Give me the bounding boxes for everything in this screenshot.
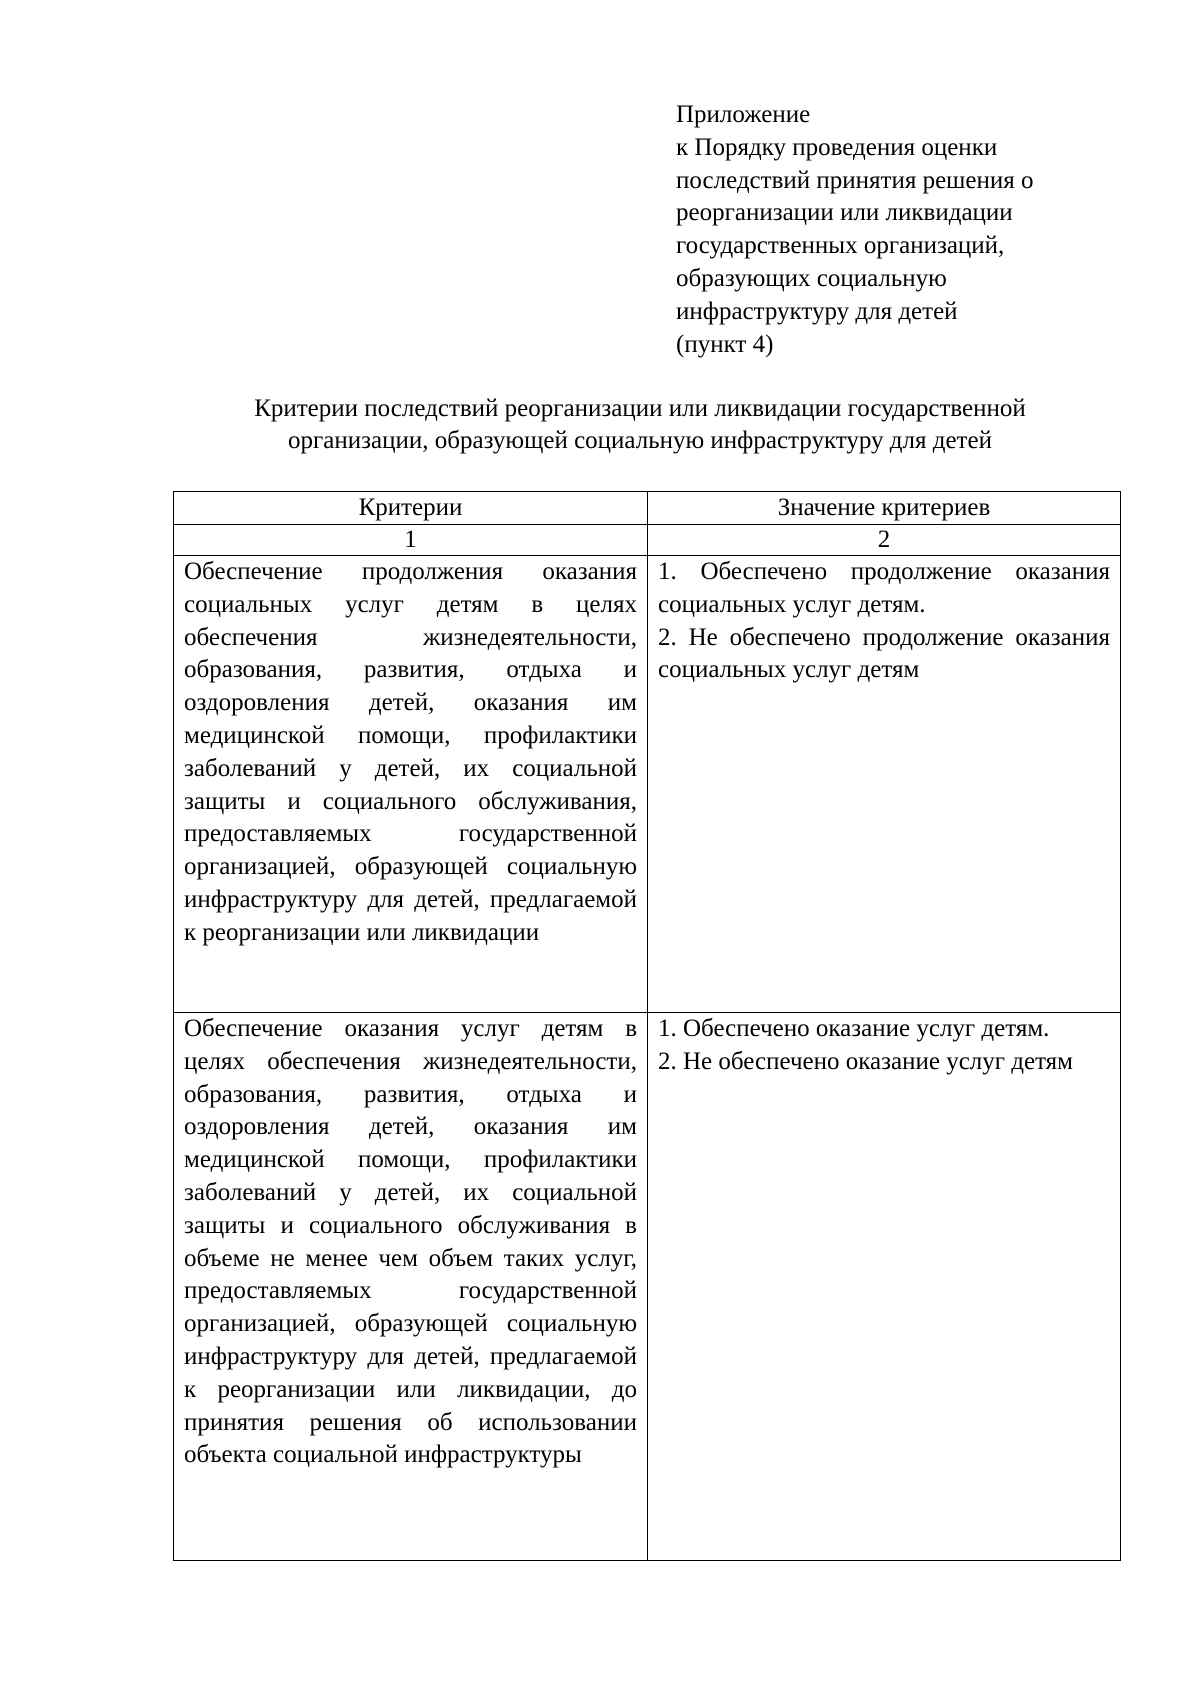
criterion-cell: Обеспечение продолжения оказания социальных услуг детям в целях обеспечения жизнедеятельности, образования, развития, отдыха и оздоровления детей, оказания им медицинской помощи, профилактики заболеваний у детей, их социальной защиты и социального обслуживания, предоставляемых государственной организацией, образующей социальную инфраструктуру для детей, предлагаемой к реорганизации или ликвидации (174, 556, 648, 1013)
table-header-row (174, 492, 1121, 525)
table-row (174, 556, 1121, 1013)
appendix-line: реорганизации или ликвидации (676, 199, 1013, 227)
criterion-value-item: 2. Не обеспечено продолжение оказания социальных услуг детям (658, 623, 1110, 684)
column-number: 2 (648, 525, 1121, 556)
header-criteria-values: Значение критериев (648, 492, 1121, 525)
title-line-1: Критерии последствий реорганизации или ликвидации государственной (254, 395, 1026, 422)
criterion-cell: Обеспечение оказания услуг детям в целях обеспечения жизнедеятельности, образования, развития, отдыха и оздоровления детей, оказания им медицинской помощи, профилактики заболеваний у детей, их социальной защиты и социального обслуживания в объеме не менее чем объем таких услуг, предоставляемых государственной организацией, образующей социальную инфраструктуру для детей, предлагаемой к реорганизации или ликвидации, до принятия решения об использовании объекта социальной инфраструктуры (174, 1013, 648, 1561)
criterion-value-item: 1. Обеспечено продолжение оказания социальных услуг детям. (658, 558, 1110, 618)
appendix-line: последствий принятия решения о (676, 166, 1034, 194)
criterion-values-cell (648, 1013, 1121, 1561)
column-number: 1 (174, 525, 648, 556)
appendix-line: государственных организаций, (676, 232, 1005, 260)
criterion-value-item: 2. Не обеспечено оказание услуг детям (658, 1047, 1074, 1075)
appendix-line: (пункт 4) (676, 330, 774, 358)
appendix-line: Приложение (676, 101, 811, 128)
appendix-line: к Порядку проведения оценки (676, 133, 998, 161)
appendix-line: образующих социальную (676, 264, 947, 292)
criterion-values-cell (648, 556, 1121, 1013)
header-criteria: Критерии (174, 492, 648, 525)
appendix-line: инфраструктуру для детей (676, 297, 958, 325)
criterion-value-item: 1. Обеспечено оказание услуг детям. (658, 1015, 1050, 1042)
appendix-block (676, 99, 1156, 361)
title-line-2: организации, образующей социальную инфраструктуру для детей (288, 427, 992, 454)
table-row (174, 1013, 1121, 1561)
criteria-table (173, 491, 1121, 1561)
column-number-row (174, 525, 1121, 556)
document-title (160, 393, 1120, 457)
